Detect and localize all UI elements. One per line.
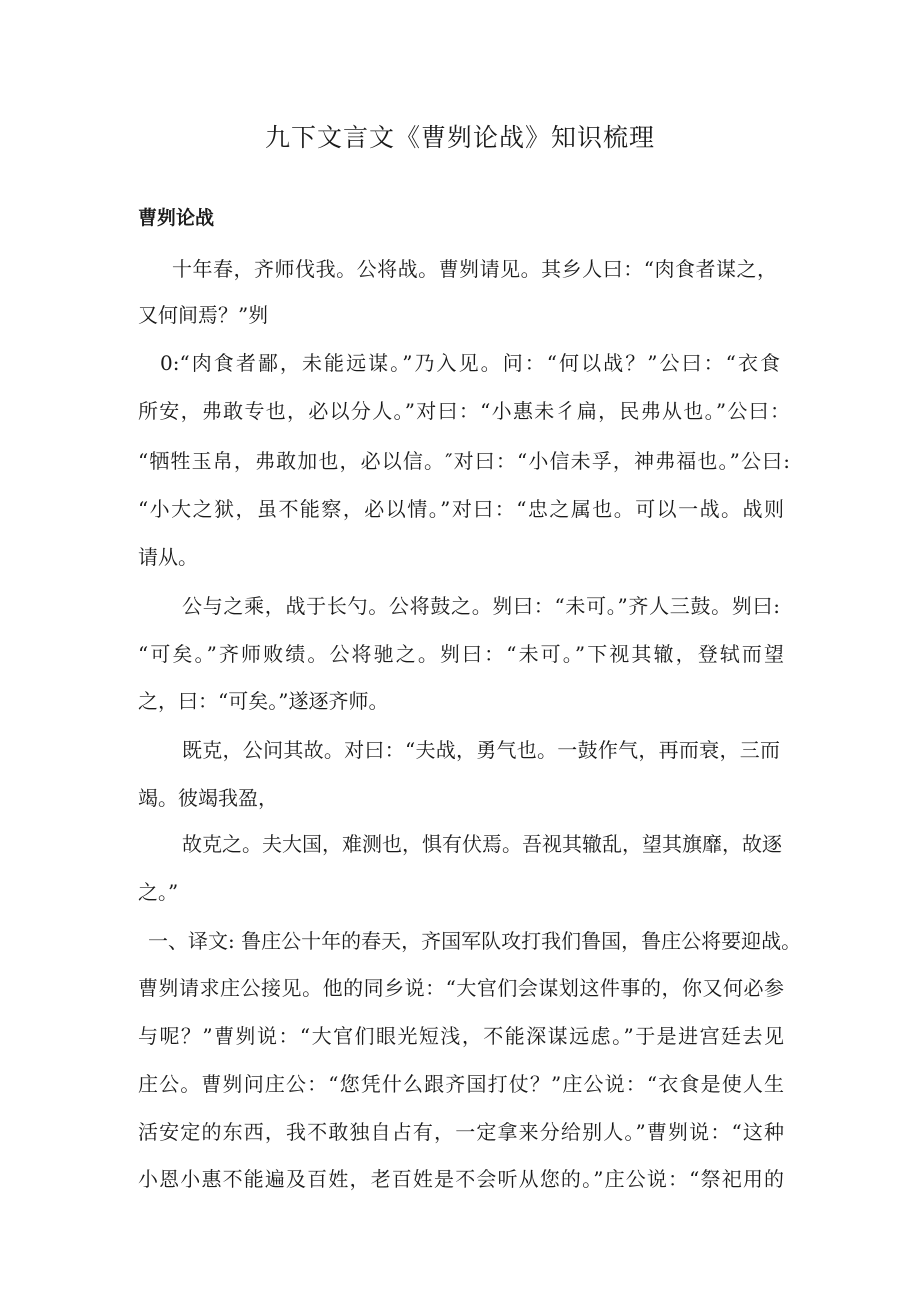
document-title: 九下文言文《曹刿论战》知识梳理 bbox=[264, 123, 655, 152]
text-line: 一、译文: 鲁庄公十年的春天，齐国军队攻打我们鲁国，鲁庄公将要迎战。 bbox=[148, 929, 802, 953]
text-line: 请从。 bbox=[138, 545, 198, 569]
text-line: 之。” bbox=[138, 880, 179, 904]
text-line: 所安，弗敢专也，必以分人。”对曰：“小惠未彳扁，民弗从也。”公曰： bbox=[138, 399, 790, 423]
text-line: 与呢？”曹刿说：“大官们眼光短浅，不能深谋远虑。”于是进宫廷去见 bbox=[138, 1024, 784, 1048]
section-heading: 曹刿论战 bbox=[138, 207, 215, 229]
text-line: 0:“肉食者鄙，未能远谋。”乃入见。问：“何以战？”公曰：“衣食 bbox=[160, 351, 780, 375]
text-line: 既克，公问其故。对曰：“夫战，勇气也。一鼓作气，再而衰，三而 bbox=[182, 738, 780, 762]
text-line: 十年春，齐师伐我。公将战。曹刿请见。其乡人曰：“肉食者谋之， bbox=[172, 257, 777, 281]
text-line: “牺牲玉帛，弗敢加也，必以信。″对曰：“小信未孚，神弗福也。”公曰: bbox=[138, 449, 790, 473]
text-line: 又何间焉？”刿 bbox=[138, 303, 269, 327]
text-line: 活安定的东西，我不敢独自占有，一定拿来分给别人。”曹刿说：“这种 bbox=[138, 1120, 784, 1144]
text-line: 小恩小惠不能遍及百姓，老百姓是不会听从您的。”庄公说：“祭祀用的 bbox=[138, 1167, 784, 1191]
text-line: 之，曰：“可矣。”遂逐齐师。 bbox=[138, 689, 389, 713]
text-line: “小大之狱，虽不能察，必以情。”对曰：“忠之属也。可以一战。战则 bbox=[138, 497, 784, 521]
text-line: 庄公。曹刿问庄公：“您凭什么跟齐国打仗？”庄公说：“衣食是使人生 bbox=[138, 1072, 784, 1096]
text-line: 公与之乘，战于长勺。公将鼓之。刿曰：“未可。”齐人三鼓。刿曰: bbox=[182, 594, 780, 618]
text-line: 故克之。夫大国，难测也，惧有伏焉。吾视其辙乱，望其旗靡，故逐 bbox=[182, 832, 782, 856]
text-line: 竭。彼竭我盈， bbox=[138, 786, 278, 810]
text-line: 曹刿请求庄公接见。他的同乡说：“大官们会谋划这件事的，你又何必参 bbox=[138, 976, 784, 1000]
text-line: “可矣。”齐师败绩。公将驰之。刿曰：“未可。”下视其辙，登轼而望 bbox=[138, 642, 784, 666]
